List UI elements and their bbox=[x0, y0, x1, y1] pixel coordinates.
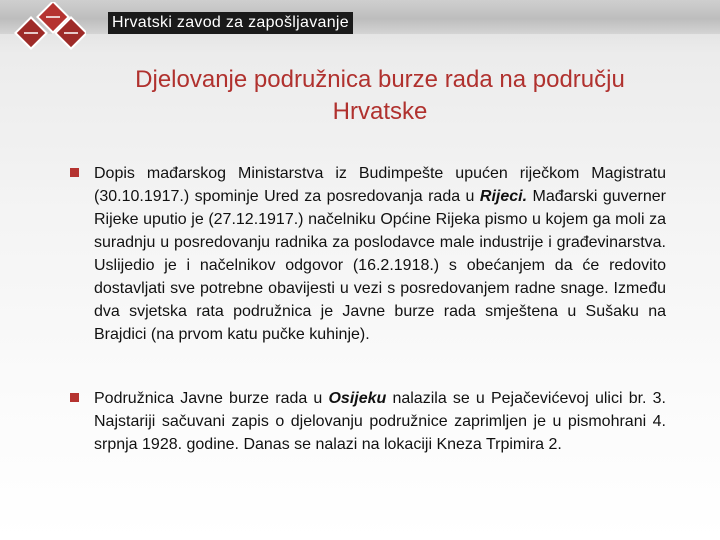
bullet-highlight-rijeci: Rijeci. bbox=[479, 188, 528, 205]
bullet-text-after: Mađarski guverner Rijeke uputio je (27.12.1917.) načelniku Općine Rijeka pismo u kojem ga moli za suradnju u posredovanju radnika za poslodavce male industrije i građevinarstva. Uslijedio je i načelnikov odgovor (16.2.1918.) s obećanjem da će redovito dostavljati sve potrebne obavijesti u vezi s posredovanjem radne snage. Između dva svjetska rata podružnica je Javne burze rada smještena u Sušaku na Brajdici (na prvom katu pučke kuhinje). bbox=[94, 188, 666, 343]
bullet-square-icon bbox=[70, 393, 79, 402]
bullet-text-after: nalazila se u Pejačevićevoj ulici br. 3. Najstariji sačuvani zapis o djelovanju podružnice zaprimljen je u pismohrani 4. srpnja 1928. godine. Danas se nalazi na lokaciji Kneza Trpimira 2. bbox=[94, 390, 666, 453]
bullet-text-osijek bbox=[94, 387, 666, 456]
bullet-text-rijeka bbox=[94, 162, 666, 346]
bullet-square-icon bbox=[70, 168, 79, 177]
page-title-line-1: Djelovanje podružnica burze rada na području bbox=[135, 66, 625, 93]
organization-name: Hrvatski zavod za zapošljavanje bbox=[108, 12, 353, 34]
page-title bbox=[60, 64, 700, 128]
bullet-text-before: Dopis mađarskog Ministarstva iz Budimpešte upućen riječkom Magistratu (30.10.1917.) spominje Ured za posredovanja rada u bbox=[94, 165, 666, 205]
bullet-text-before: Podružnica Javne burze rada u bbox=[94, 390, 329, 407]
bullet-highlight-osijeku: Osijeku bbox=[328, 390, 387, 407]
hzz-logo-icon bbox=[12, 2, 86, 50]
page-title-line-2: Hrvatske bbox=[332, 98, 428, 125]
